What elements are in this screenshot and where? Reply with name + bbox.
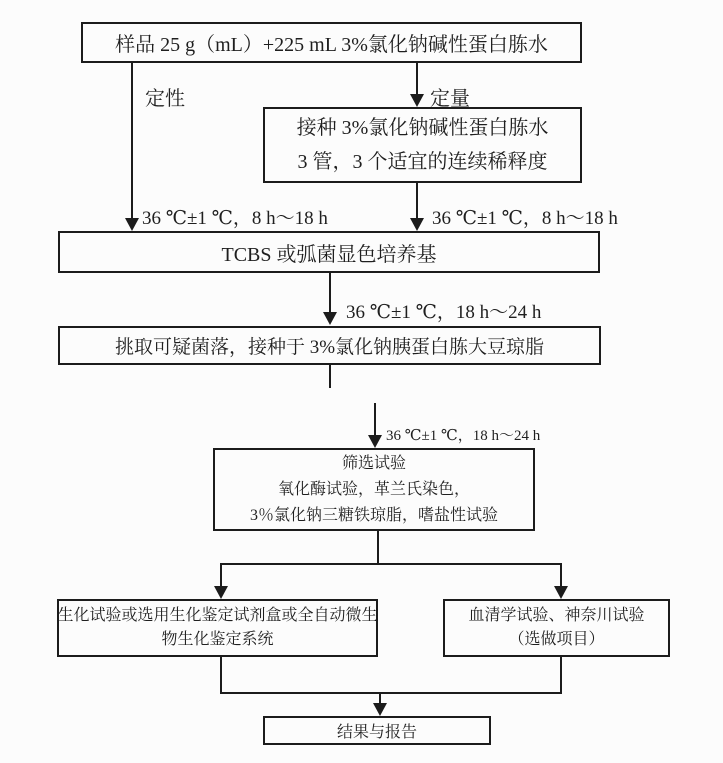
edge-label-incubation-1-right: 36 ℃±1 ℃，8 h～18 h bbox=[432, 208, 618, 229]
connector-biochem-out bbox=[220, 657, 222, 694]
edge-label-incubation-2: 36 ℃±1 ℃，18 h～24 h bbox=[346, 302, 542, 323]
node-screening-line1: 筛选试验 bbox=[341, 454, 406, 472]
connector-split-right bbox=[560, 563, 562, 587]
node-pick-colonies bbox=[58, 326, 601, 365]
node-result-report bbox=[263, 716, 491, 745]
arrowhead-down-icon bbox=[410, 94, 424, 107]
connector-screening-out bbox=[377, 531, 379, 565]
node-serology-line1: 血清学试验、神奈川试验 bbox=[468, 607, 645, 624]
connector-serology-out bbox=[560, 657, 562, 694]
node-screening-tests bbox=[213, 448, 535, 531]
node-biochem-line1: 生化试验或选用生化鉴定试剂盒或全自动微生 bbox=[57, 607, 378, 624]
connector-quantitative-top bbox=[416, 63, 418, 95]
arrowhead-down-icon bbox=[125, 218, 139, 231]
node-biochem-line2: 物生化鉴定系统 bbox=[161, 631, 274, 648]
node-result-text: 结果与报告 bbox=[336, 724, 417, 741]
node-enrichment-line2: 3 管，3 个适宜的连续稀释度 bbox=[297, 151, 548, 173]
arrowhead-down-icon bbox=[373, 703, 387, 716]
node-screening-line2: 氧化酶试验，革兰氏染色， bbox=[277, 480, 470, 498]
node-enrichment bbox=[263, 107, 582, 183]
node-sample-text: 样品 25 g（mL）+225 mL 3%氯化钠碱性蛋白胨水 bbox=[115, 34, 548, 56]
edge-label-quantitative: 定量 bbox=[430, 88, 470, 110]
arrowhead-down-icon bbox=[410, 218, 424, 231]
arrowhead-down-icon bbox=[368, 435, 382, 448]
node-tcbs-medium bbox=[58, 231, 600, 273]
arrowhead-down-icon bbox=[554, 586, 568, 599]
connector-split-left bbox=[220, 563, 222, 587]
connector-split-horizontal bbox=[220, 563, 562, 565]
connector-pick-stub bbox=[329, 365, 331, 388]
connector-tcbs-to-pick bbox=[329, 273, 331, 313]
node-tcbs-text: TCBS 或弧菌显色培养基 bbox=[221, 243, 437, 266]
connector-qualitative bbox=[131, 63, 133, 220]
node-enrichment-line1: 接种 3%氯化钠碱性蛋白胨水 bbox=[296, 117, 549, 139]
edge-label-qualitative: 定性 bbox=[145, 88, 185, 110]
edge-label-incubation-3: 36 ℃±1 ℃，18 h～24 h bbox=[386, 428, 541, 444]
arrowhead-down-icon bbox=[214, 586, 228, 599]
node-serology-tests bbox=[443, 599, 670, 657]
connector-to-screening bbox=[374, 403, 376, 436]
node-serology-line2: （选做项目） bbox=[508, 631, 605, 648]
arrowhead-down-icon bbox=[323, 312, 337, 325]
connector-merge-horizontal bbox=[220, 692, 562, 694]
connector-quantitative-bottom bbox=[416, 183, 418, 219]
node-pick-text: 挑取可疑菌落，接种于 3%氯化钠胰蛋白胨大豆琼脂 bbox=[114, 337, 545, 358]
node-biochemical-tests bbox=[57, 599, 378, 657]
node-screening-line3: 3％氯化钠三糖铁琼脂，嗜盐性试验 bbox=[249, 506, 498, 524]
edge-label-incubation-1-left: 36 ℃±1 ℃，8 h～18 h bbox=[142, 208, 328, 229]
node-sample bbox=[81, 22, 582, 63]
